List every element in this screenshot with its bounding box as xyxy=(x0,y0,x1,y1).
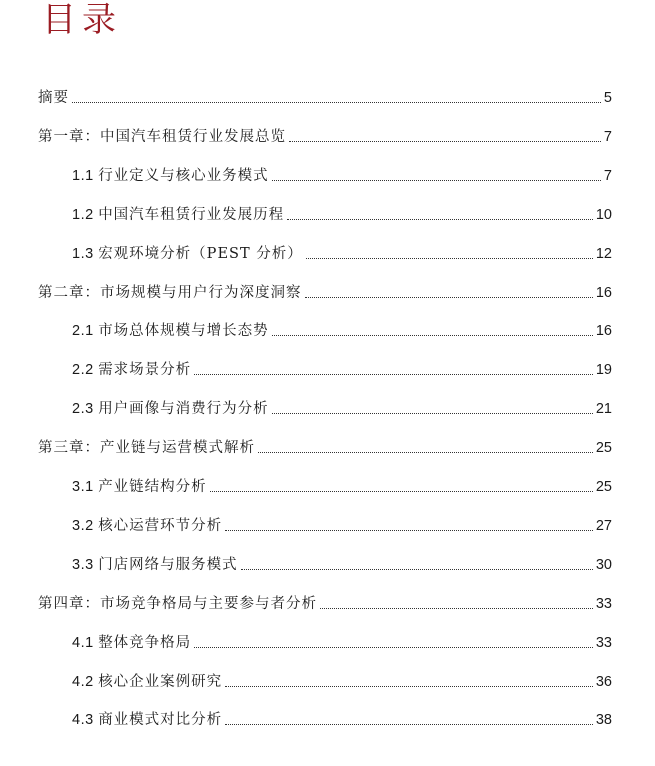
toc-entry-label xyxy=(72,167,269,185)
dot-leader xyxy=(306,258,593,259)
dot-leader xyxy=(225,530,593,531)
toc-entry-text: 整体竞争格局 xyxy=(98,634,192,651)
toc-entry-label xyxy=(72,361,191,379)
toc-entry-text: 商业模式对比分析 xyxy=(98,712,223,729)
toc-entry-text: 用户画像与消费行为分析 xyxy=(98,401,269,418)
dot-leader xyxy=(225,686,593,687)
toc-page-number: 7 xyxy=(603,128,612,145)
toc-entry-label xyxy=(38,595,317,613)
toc-entry-text: 门店网络与服务模式 xyxy=(98,556,238,573)
toc-section-entry[interactable] xyxy=(72,396,612,418)
toc-section-entry[interactable] xyxy=(72,513,612,535)
toc-entry-label xyxy=(72,322,269,340)
toc-page-number: 30 xyxy=(595,556,612,573)
toc-entry-label xyxy=(72,556,238,574)
dot-leader xyxy=(289,141,601,142)
toc-page-number: 25 xyxy=(595,479,612,495)
toc-chapter-entry[interactable] xyxy=(38,280,612,302)
toc-entry-label xyxy=(72,634,191,652)
dot-leader xyxy=(72,102,601,103)
toc-entry-text: 第一章：中国汽车租赁行业发展总览 xyxy=(38,128,286,145)
toc-page-number: 16 xyxy=(595,284,612,301)
dot-leader xyxy=(194,374,593,375)
toc-entry-number: 1.3 xyxy=(72,245,99,262)
toc-entry-text: 第四章：市场竞争格局与主要参与者分析 xyxy=(38,595,317,612)
toc-section-entry[interactable] xyxy=(72,630,612,652)
toc-chapter-entry[interactable] xyxy=(38,124,612,146)
toc-section-entry[interactable] xyxy=(72,669,612,691)
toc-page-number: 38 xyxy=(595,712,612,729)
toc-section-entry[interactable] xyxy=(72,552,612,574)
toc-entry-number: 3.3 xyxy=(72,556,99,573)
toc-page-number: 19 xyxy=(595,362,612,379)
toc-entry-number: 1.2 xyxy=(72,206,99,223)
dot-leader xyxy=(320,608,593,609)
toc-entry-text: 核心运营环节分析 xyxy=(98,517,223,534)
toc-entry-label xyxy=(72,517,222,535)
toc-page-number: 21 xyxy=(595,401,612,418)
toc-entry-number: 3.2 xyxy=(72,517,99,534)
toc-entry-label xyxy=(72,478,207,496)
dot-leader xyxy=(210,491,593,492)
dot-leader xyxy=(287,219,593,220)
dot-leader xyxy=(225,724,593,725)
toc-chapter-entry[interactable] xyxy=(38,591,612,613)
toc-section-entry[interactable] xyxy=(72,474,612,496)
toc-entry-label xyxy=(38,128,286,146)
toc-page-number: 5 xyxy=(603,90,612,106)
toc-section-entry[interactable] xyxy=(72,707,612,729)
toc-page-number: 16 xyxy=(595,323,612,340)
toc-entry-text: 市场总体规模与增长态势 xyxy=(98,323,269,340)
toc-page-number: 27 xyxy=(595,517,612,534)
toc-section-entry[interactable] xyxy=(72,202,612,224)
toc-entry-text: 核心企业案例研究 xyxy=(98,673,223,690)
toc-entry-number: 4.2 xyxy=(72,673,99,690)
toc-entry-text: 宏观环境分析（PEST 分析） xyxy=(98,245,303,262)
toc-entry-label xyxy=(72,711,222,729)
dot-leader xyxy=(194,647,593,648)
toc-entry-label xyxy=(72,245,303,263)
toc-entry-number: 4.3 xyxy=(72,712,99,729)
toc-entry-text: 摘要 xyxy=(38,90,69,106)
toc-page-number: 25 xyxy=(595,440,612,457)
toc-entry-label xyxy=(38,89,69,107)
toc-page-number: 10 xyxy=(595,206,612,223)
toc-chapter-entry[interactable] xyxy=(38,85,612,107)
toc-entry-text: 第二章：市场规模与用户行为深度洞察 xyxy=(38,284,302,301)
toc-chapter-entry[interactable] xyxy=(38,435,612,457)
toc-page-number: 12 xyxy=(595,245,612,262)
toc-entry-number: 2.1 xyxy=(72,323,99,340)
toc-page-number: 7 xyxy=(603,167,612,184)
toc-entry-text: 产业链结构分析 xyxy=(98,479,207,495)
toc-page-number: 33 xyxy=(595,595,612,612)
dot-leader xyxy=(258,452,593,453)
toc-entry-label xyxy=(72,400,269,418)
toc-entry-number: 1.1 xyxy=(72,167,99,184)
toc-entry-number: 3.1 xyxy=(72,479,99,495)
toc-entry-label xyxy=(72,206,284,224)
dot-leader xyxy=(272,413,593,414)
toc-entry-number: 2.3 xyxy=(72,401,99,418)
toc-entry-text: 中国汽车租赁行业发展历程 xyxy=(98,206,285,223)
toc-entry-text: 第三章：产业链与运营模式解析 xyxy=(38,440,255,457)
toc-section-entry[interactable] xyxy=(72,241,612,263)
toc-section-entry[interactable] xyxy=(72,318,612,340)
dot-leader xyxy=(305,297,593,298)
toc-entry-label xyxy=(38,439,255,457)
page-title: 目录 xyxy=(42,0,122,40)
toc-entry-label xyxy=(72,673,222,691)
toc-entry-number: 2.2 xyxy=(72,362,99,379)
dot-leader xyxy=(241,569,593,570)
toc-entry-label xyxy=(38,284,302,302)
toc-entry-text: 行业定义与核心业务模式 xyxy=(98,167,269,184)
toc-entry-text: 需求场景分析 xyxy=(98,362,192,379)
toc-section-entry[interactable] xyxy=(72,163,612,185)
toc-entry-number: 4.1 xyxy=(72,634,99,651)
dot-leader xyxy=(272,180,601,181)
toc-page-number: 36 xyxy=(595,673,612,690)
dot-leader xyxy=(272,335,593,336)
toc-page-number: 33 xyxy=(595,634,612,651)
toc-section-entry[interactable] xyxy=(72,357,612,379)
